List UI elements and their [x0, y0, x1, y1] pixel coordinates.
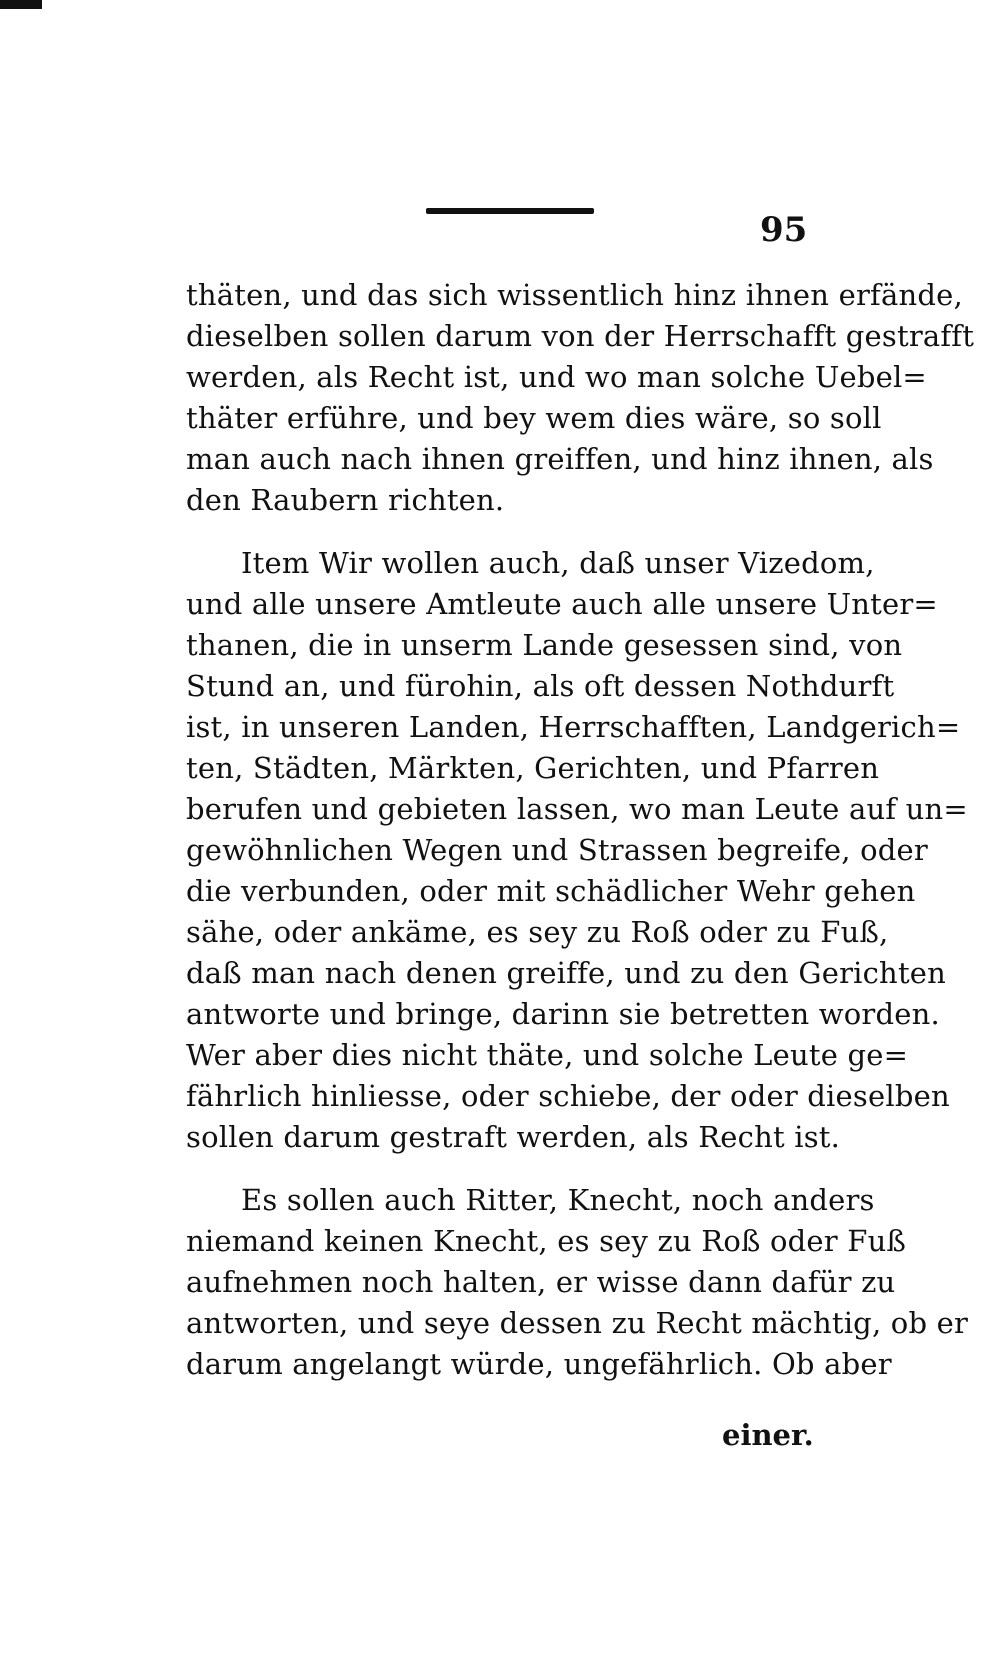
text-line: und alle unsere Amtleute auch alle unsere Unter=	[186, 587, 938, 621]
text-line: aufnehmen noch halten, er wisse dann dafür zu	[186, 1265, 896, 1299]
page-number: 95	[760, 210, 808, 250]
body-text	[186, 275, 975, 1385]
text-line: werden, als Recht ist, und wo man solche Uebel=	[186, 360, 927, 394]
text-line: man auch nach ihnen greiffen, und hinz ihnen, als	[186, 442, 934, 476]
text-line: antworten, und seye dessen zu Recht mächtig, ob er	[186, 1306, 969, 1340]
text-line: Wer aber dies nicht thäte, und solche Leute ge=	[186, 1038, 909, 1072]
text-line: die verbunden, oder mit schädlicher Wehr gehen	[186, 874, 916, 908]
catchword: einer.	[722, 1418, 814, 1452]
paragraph-gap	[186, 521, 836, 543]
scan-edge-mark	[0, 0, 42, 9]
text-line: daß man nach denen greiffe, und zu den Gerichten	[186, 956, 947, 990]
text-line: ist, in unseren Landen, Herrschafften, Landgerich=	[186, 710, 961, 744]
text-line: berufen und gebieten lassen, wo man Leute auf un=	[186, 792, 968, 826]
text-line: thanen, die in unserm Lande gesessen sind, von	[186, 628, 903, 662]
text-line: Stund an, und fürohin, als oft dessen Nothdurft	[186, 669, 895, 703]
header-rule	[426, 208, 594, 214]
text-line: Item Wir wollen auch, daß unser Vizedom,	[241, 546, 875, 580]
text-line: darum angelangt würde, ungefährlich. Ob aber	[186, 1347, 892, 1381]
text-line: Es sollen auch Ritter, Knecht, noch anders	[241, 1183, 875, 1217]
text-line: sähe, oder ankäme, es sey zu Roß oder zu Fuß,	[186, 915, 889, 949]
paragraph-gap	[186, 1158, 836, 1180]
text-line: sollen darum gestraft werden, als Recht ist.	[186, 1120, 841, 1154]
text-line: niemand keinen Knecht, es sey zu Roß oder Fuß	[186, 1224, 907, 1258]
text-line: ten, Städten, Märkten, Gerichten, und Pfarren	[186, 751, 880, 785]
text-line: gewöhnlichen Wegen und Strassen begreife, oder	[186, 833, 928, 867]
text-line: thäter erführe, und bey wem dies wäre, so soll	[186, 401, 882, 435]
text-line: den Raubern richten.	[186, 483, 505, 517]
text-line: antworte und bringe, darinn sie betretten worden.	[186, 997, 940, 1031]
text-line: fährlich hinliesse, oder schiebe, der oder dieselben	[186, 1079, 950, 1113]
text-line: thäten, und das sich wissentlich hinz ihnen erfände,	[186, 278, 963, 312]
text-line: dieselben sollen darum von der Herrschafft gestrafft	[186, 319, 975, 353]
